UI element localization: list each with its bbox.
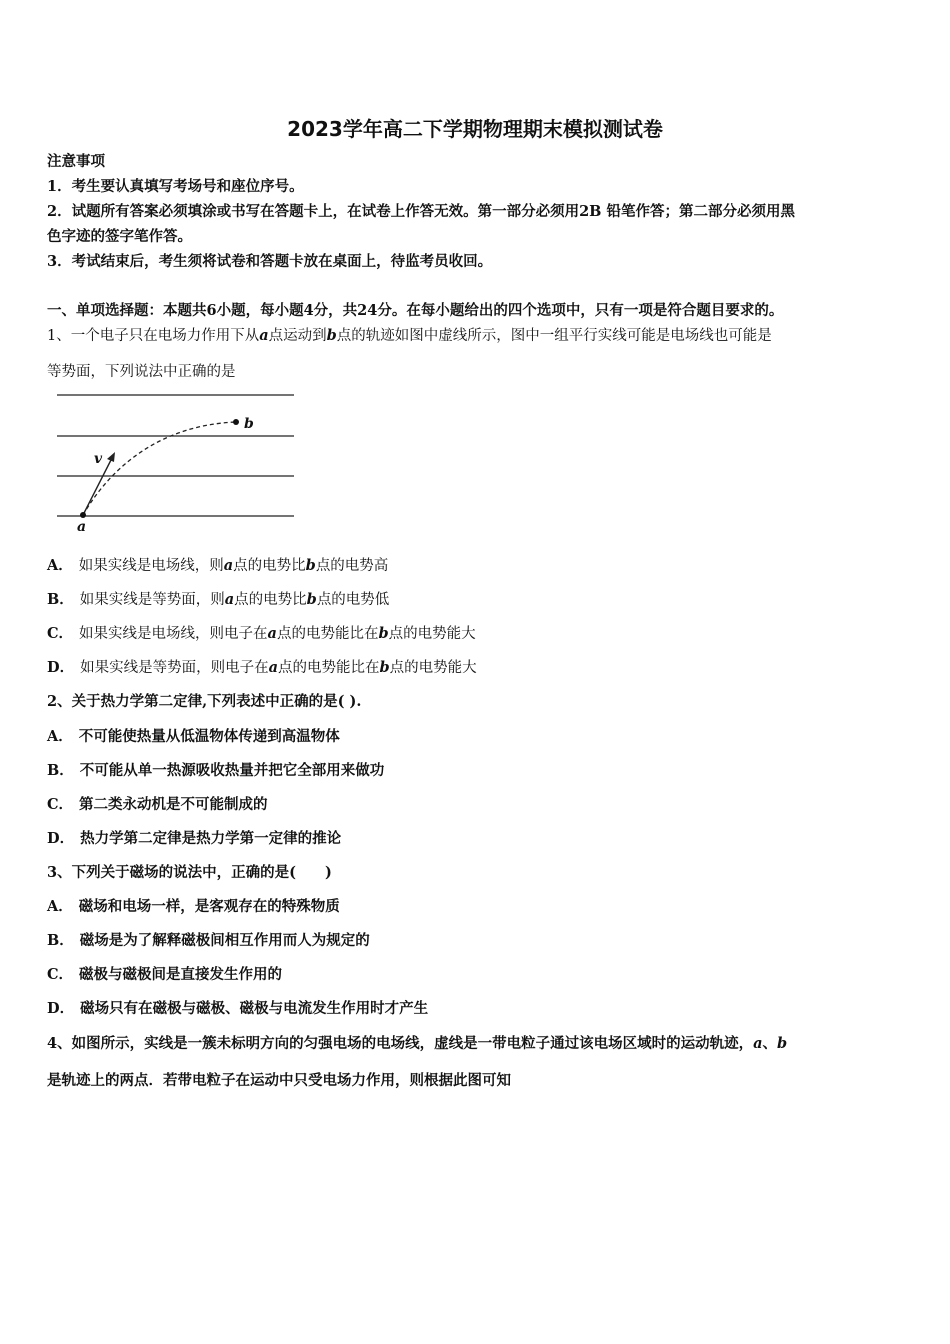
notice-heading: 注意事项 xyxy=(47,153,105,170)
q1-figure xyxy=(52,387,300,532)
q1-stem xyxy=(47,326,907,346)
var-b: b xyxy=(777,1035,788,1052)
var-a: a xyxy=(267,625,277,642)
option-text: 磁场只有在磁极与磁极、磁极与电流发生作用时才产生 xyxy=(80,1000,429,1017)
q1-option-c xyxy=(47,624,907,644)
q1-stem-part: 点运动到 xyxy=(268,328,327,344)
option-text: 第二类永动机是不可能制成的 xyxy=(79,796,268,813)
option-letter: B． xyxy=(47,932,74,949)
label-b: b xyxy=(244,416,254,432)
separator: 、 xyxy=(762,1035,777,1052)
option-text: 点的电势能大 xyxy=(388,626,476,642)
var-a: a xyxy=(753,1035,763,1052)
var-b: b xyxy=(379,659,390,676)
option-text: 点的电势低 xyxy=(316,592,390,608)
option-text: 如果实线是等势面，则 xyxy=(79,592,225,608)
point-b-dot xyxy=(233,419,239,425)
var-a: a xyxy=(224,591,235,608)
q3-option-a xyxy=(47,897,907,917)
point-a-dot xyxy=(80,512,86,518)
q1-option-b xyxy=(47,590,907,610)
q1-stem-part: 点的轨迹如图中虚线所示，图中一组平行实线可能是电场线也可能是 xyxy=(336,328,772,344)
option-text: 点的电势能比在 xyxy=(277,660,380,676)
option-text: 点的电势高 xyxy=(315,558,389,574)
option-letter: A． xyxy=(47,728,73,745)
q4-stem xyxy=(47,1034,907,1054)
notice-item-2: 2．试题所有答案必须填涂或书写在答题卡上，在试卷上作答无效。第一部分必须用2B 铅笔作答；第二部分必须用黑 xyxy=(47,203,795,220)
var-a: a xyxy=(268,659,278,676)
q3-option-b xyxy=(47,931,907,951)
option-text: 点的电势比 xyxy=(234,592,307,608)
q4-stem-part: 4、如图所示，实线是一簇未标明方向的匀强电场的电场线，虚线是一带电粒子通过该电场区域时的运动轨迹， xyxy=(47,1035,754,1052)
option-text: 点的电势能大 xyxy=(389,660,477,676)
label-v: v xyxy=(94,451,103,467)
q2-option-c xyxy=(47,795,907,815)
q2-stem: 2、关于热力学第二定律,下列表述中正确的是( ). xyxy=(47,693,362,710)
q1-option-a xyxy=(47,556,907,576)
q1-stem-line2: 等势面，下列说法中正确的是 xyxy=(47,364,236,380)
option-text: 如果实线是电场线，则电子在 xyxy=(79,626,268,642)
option-letter: B． xyxy=(47,762,74,779)
q2-option-a xyxy=(47,727,907,747)
q4-stem-line2: 是轨迹上的两点．若带电粒子在运动中只受电场力作用，则根据此图可知 xyxy=(47,1072,511,1089)
option-letter: C． xyxy=(47,796,74,813)
velocity-arrowhead xyxy=(107,452,115,462)
q1-option-d xyxy=(47,658,907,678)
var-a: a xyxy=(223,557,234,574)
q2-option-d xyxy=(47,829,907,849)
option-letter: C． xyxy=(47,966,74,983)
option-text: 磁场是为了解释磁极间相互作用而人为规定的 xyxy=(79,932,370,949)
page-title: 2023学年高二下学期物理期末模拟测试卷 xyxy=(287,117,663,141)
option-text: 点的电势能比在 xyxy=(276,626,379,642)
option-text: 不可能使热量从低温物体传递到高温物体 xyxy=(78,728,340,745)
q3-option-d xyxy=(47,999,907,1019)
option-letter: A． xyxy=(47,557,73,574)
label-a: a xyxy=(77,519,87,532)
option-text: 点的电势比 xyxy=(233,558,306,574)
section-heading: 一、单项选择题：本题共6小题，每小题4分，共24分。在每小题给出的四个选项中，只有一项是符合题目要求的。 xyxy=(47,302,784,319)
q1-stem-part: 1、一个电子只在电场力作用下从 xyxy=(47,328,260,344)
q3-stem: 3、下列关于磁场的说法中，正确的是( ) xyxy=(47,864,332,881)
option-text: 磁极与磁极间是直接发生作用的 xyxy=(79,966,283,983)
option-letter: C． xyxy=(47,625,74,642)
var-a: a xyxy=(259,327,269,344)
option-text: 如果实线是电场线，则 xyxy=(78,558,224,574)
option-text: 如果实线是等势面，则电子在 xyxy=(80,660,269,676)
notice-item-2-cont: 色字迹的签字笔作答。 xyxy=(47,228,192,245)
var-b: b xyxy=(306,591,317,608)
option-text: 磁场和电场一样，是客观存在的特殊物质 xyxy=(78,898,340,915)
notice-item-3: 3．考试结束后，考生须将试卷和答题卡放在桌面上，待监考员收回。 xyxy=(47,253,493,270)
option-letter: B． xyxy=(47,591,74,608)
option-letter: D． xyxy=(47,830,75,847)
option-letter: A． xyxy=(47,898,73,915)
option-letter: D． xyxy=(47,659,75,676)
q3-option-c xyxy=(47,965,907,985)
notice-item-1: 1．考生要认真填写考场号和座位序号。 xyxy=(47,178,304,195)
option-letter: D． xyxy=(47,1000,75,1017)
var-b: b xyxy=(326,327,337,344)
var-b: b xyxy=(378,625,389,642)
var-b: b xyxy=(305,557,316,574)
option-text: 热力学第二定律是热力学第一定律的推论 xyxy=(80,830,342,847)
q2-option-b xyxy=(47,761,907,781)
option-text: 不可能从单一热源吸收热量并把它全部用来做功 xyxy=(79,762,385,779)
